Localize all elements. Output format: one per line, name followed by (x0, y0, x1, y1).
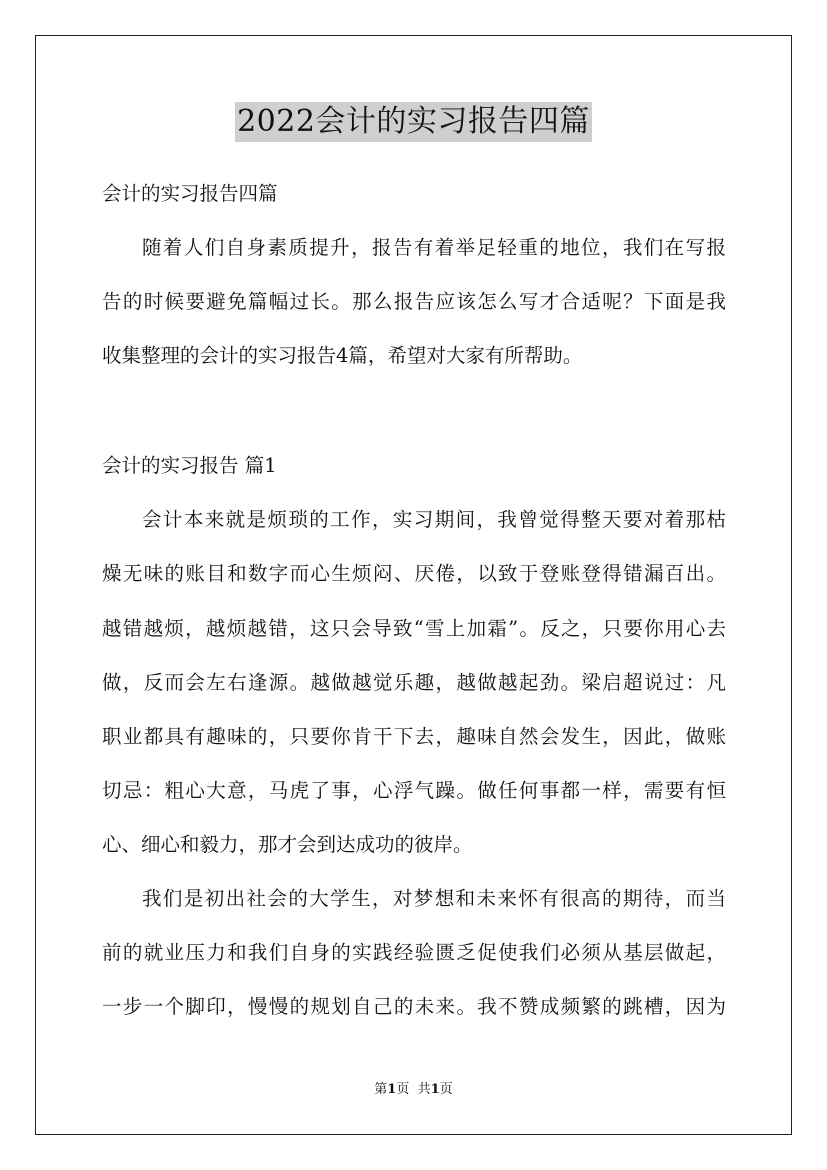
paragraph-line: 做，反而会左右逢源。越做越觉乐趣，越做越起劲。梁启超说过：凡 (102, 671, 726, 694)
paragraph-line: 会计本来就是烦琐的工作，实习期间，我曾觉得整天要对着那枯 (142, 508, 726, 531)
paragraph-line: 越错越烦，越烦越错，这只会导致“雪上加霜”。反之，只要你用心去 (102, 617, 726, 640)
paragraph-line: 前的就业压力和我们自身的实践经验匮乏促使我们必须从基层做起， (102, 941, 726, 964)
total-pages: 1 (430, 1082, 440, 1097)
page-label-suffix: 页 (396, 1082, 410, 1097)
document-title: 2022会计的实习报告四篇 (235, 102, 592, 142)
page-footer (0, 1081, 827, 1099)
page-label-prefix: 第 (374, 1082, 388, 1097)
paragraph-line: 一步一个脚印，慢慢的规划自己的未来。我不赞成频繁的跳槽，因为 (102, 995, 726, 1018)
paragraph-line: 心、细心和毅力，那才会到达成功的彼岸。 (102, 833, 473, 856)
paragraph-line: 我们是初出社会的大学生，对梦想和未来怀有很高的期待，而当 (142, 887, 726, 910)
section-heading: 会计的实习报告 篇1 (102, 454, 277, 477)
section-heading: 会计的实习报告四篇 (102, 182, 278, 205)
paragraph-line: 随着人们自身素质提升，报告有着举足轻重的地位，我们在写报 (142, 236, 726, 259)
total-label-prefix: 共 (417, 1082, 431, 1097)
paragraph-line: 燥无味的账目和数字而心生烦闷、厌倦，以致于登账登得错漏百出。 (102, 562, 726, 585)
paragraph-line: 收集整理的会计的实习报告4篇，希望对大家有所帮助。 (102, 344, 583, 367)
paragraph-line: 切忌：粗心大意，马虎了事，心浮气躁。做任何事都一样，需要有恒 (102, 779, 726, 802)
paragraph-line: 职业都具有趣味的，只要你肯干下去，趣味自然会发生，因此，做账 (102, 725, 726, 748)
total-label-suffix: 页 (439, 1082, 453, 1097)
paragraph-line: 告的时候要避免篇幅过长。那么报告应该怎么写才合适呢？下面是我 (102, 290, 726, 313)
page-number: 1 (387, 1082, 397, 1097)
title-container (0, 102, 827, 142)
